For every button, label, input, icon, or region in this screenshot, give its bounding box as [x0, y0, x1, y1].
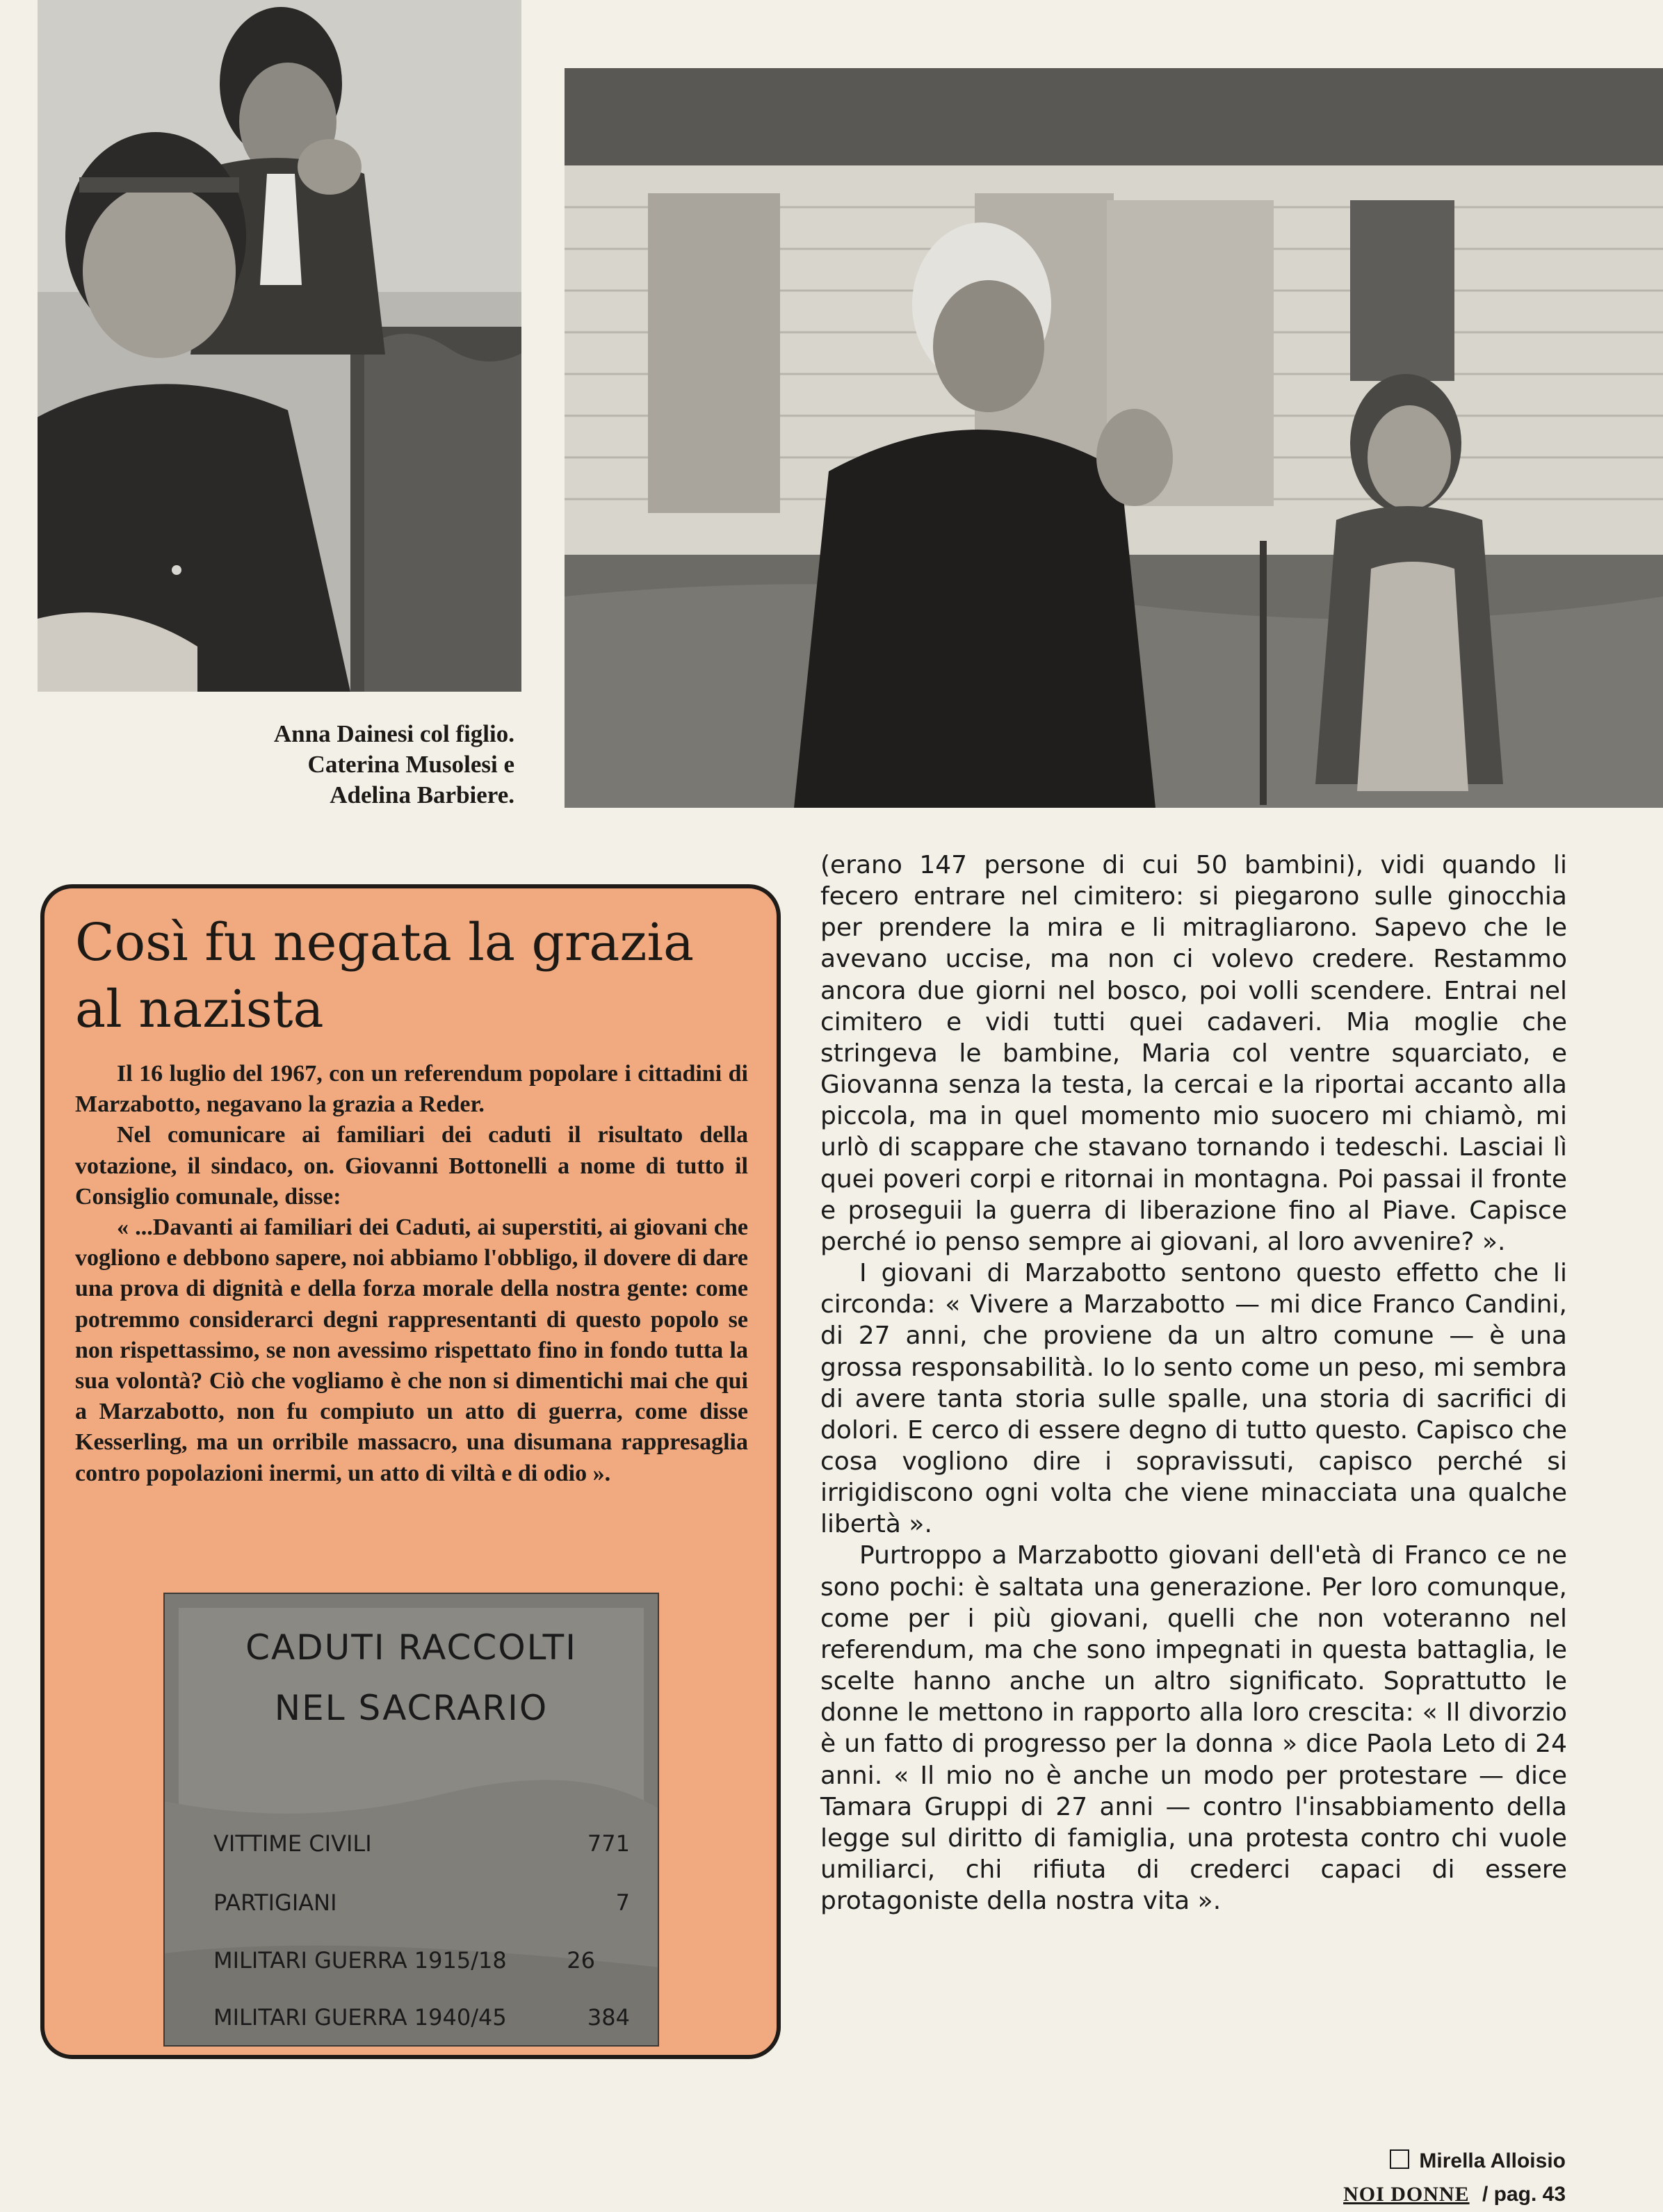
plaque-heading: CADUTI RACCOLTI	[245, 1627, 577, 1668]
memorial-plaque	[163, 1593, 659, 2047]
photo-mother-son	[38, 0, 521, 692]
plaque-row-label: VITTIME CIVILI	[213, 1830, 372, 1857]
footer-separator: /	[1482, 2183, 1488, 2206]
author-name: Mirella Alloisio	[1419, 2149, 1566, 2172]
article-paragraph: (erano 147 persone di cui 50 bambini), vidi quando li fecero entrare nel cimitero: si piegarono sulle ginocchia per prendere la mira e li mitragliarono. Sapevo che le avevano uccise, ma non ci volevo credere. Restammo ancora due giorni nel bosco, poi volli scendere. Entrai nel cimitero e vidi tutti quei cadaveri. Mia moglie che stringeva le bambine, Maria col ventre squarciato, e Giovanna senza la testa, la cercai e la riportai accanto alla piccola, ma in quel momento mio suocero mi chiamò, mi urlò di scappare che stavano tornando i tedeschi. Lasciai lì quei poveri corpi e ritornai in montagna. Poi passai il fronte e proseguii la guerra di liberazione fino al Piave. Capisce perché io penso sempre ai giovani, al loro avvenire? ».	[820, 851, 1567, 1256]
sidebar-title-line: al nazista	[75, 979, 324, 1039]
plaque-heading: NEL SACRARIO	[274, 1688, 549, 1728]
sidebar-paragraph: « ...Davanti ai familiari dei Caduti, ai superstiti, ai giovani che vogliono e debbono sapere, noi abbiamo l'obbligo, il dovere di dare una prova di dignità e della forza morale della nostra gente: come potremmo considerarci degni rappresentanti di questo popolo se non rispettassimo, se non avessimo rispettato fino in fondo tutta la sua volontà? Ciò che vogliamo è che non si dimentichi mai che qui a Marzabotto, non fu compiuto un atto di guerra, come disse Kesserling, ma un orribile massacro, una disumana rappresaglia contro popolazioni inermi, un atto di viltà e di odio ».	[75, 1214, 748, 1486]
mother-son-illustration	[38, 0, 521, 692]
photo-caption	[139, 719, 514, 811]
article-body	[820, 849, 1567, 1917]
author-byline	[1390, 2149, 1566, 2173]
plaque-row-value: 384	[587, 2004, 630, 2031]
sidebar-box	[40, 884, 781, 2059]
caption-line: Caterina Musolesi e	[307, 751, 514, 778]
photo-two-women	[565, 68, 1663, 808]
plaque-row-value: 26	[567, 1947, 595, 1974]
plaque-row-value: 771	[587, 1830, 630, 1857]
article-paragraph: I giovani di Marzabotto sentono questo effetto che li circonda: « Vivere a Marzabotto — mi dice Franco Candini, di 27 anni, che proviene da un altro comune — è una grossa responsabilità. Io lo sento come un peso, mi sembra di avere tanta storia sulle spalle, una storia di sacrifici di dolori. E cerco di essere degno di tutto questo. Capisco che cosa vogliono dire i sopravissuti, capisco perché si irrigidiscono ogni volta che viene minacciata una qualche libertà ».	[820, 1259, 1567, 1539]
plaque-row-label: PARTIGIANI	[213, 1889, 337, 1916]
sidebar-body	[75, 1059, 748, 1489]
sidebar-paragraph: Nel comunicare ai familiari dei caduti il risultato della votazione, il sindaco, on. Giovanni Bottonelli a nome di tutto il Consiglio comunale, disse:	[75, 1122, 748, 1210]
plaque-row-label: MILITARI GUERRA 1940/45	[213, 2004, 507, 2031]
plaque-row-label: MILITARI GUERRA 1915/18	[213, 1947, 507, 1974]
plaque-row-value: 7	[615, 1889, 630, 1916]
caption-line: Adelina Barbiere.	[330, 781, 514, 808]
two-women-illustration	[565, 68, 1663, 808]
page-footer	[1343, 2183, 1566, 2206]
sidebar-title	[75, 909, 756, 1043]
article-paragraph: Purtroppo a Marzabotto giovani dell'età di Franco ce ne sono pochi: è saltata una generazione. Per loro comunque, come per i più giovani, quelli che non voteranno nel referendum, ma che sono impegnati in questa battaglia, le scelte hanno anche un altro significato. Soprattutto le donne le mettono in rapporto alla loro crescita: « Il divorzio è un fatto di progresso per la donna » dice Paola Leto di 24 anni. « Il mio no è anche un modo per protestare — dice Tamara Gruppi di 27 anni — contro l'insabbiamento della legge sul diritto di famiglia, una protesta contro chi vuole umiliarci, chi rifiuta di crederci capaci di essere protagoniste della nostra vita ».	[820, 1541, 1567, 1916]
end-mark-icon	[1390, 2149, 1409, 2169]
page-number: pag. 43	[1493, 2183, 1566, 2206]
caption-line: Anna Dainesi col figlio.	[273, 720, 514, 747]
magazine-name: NOI DONNE	[1343, 2183, 1470, 2206]
sidebar-title-line: Così fu negata la grazia	[75, 913, 695, 973]
sidebar-paragraph: Il 16 luglio del 1967, con un referendum popolare i cittadini di Marzabotto, negavano la grazia a Reder.	[75, 1061, 748, 1118]
